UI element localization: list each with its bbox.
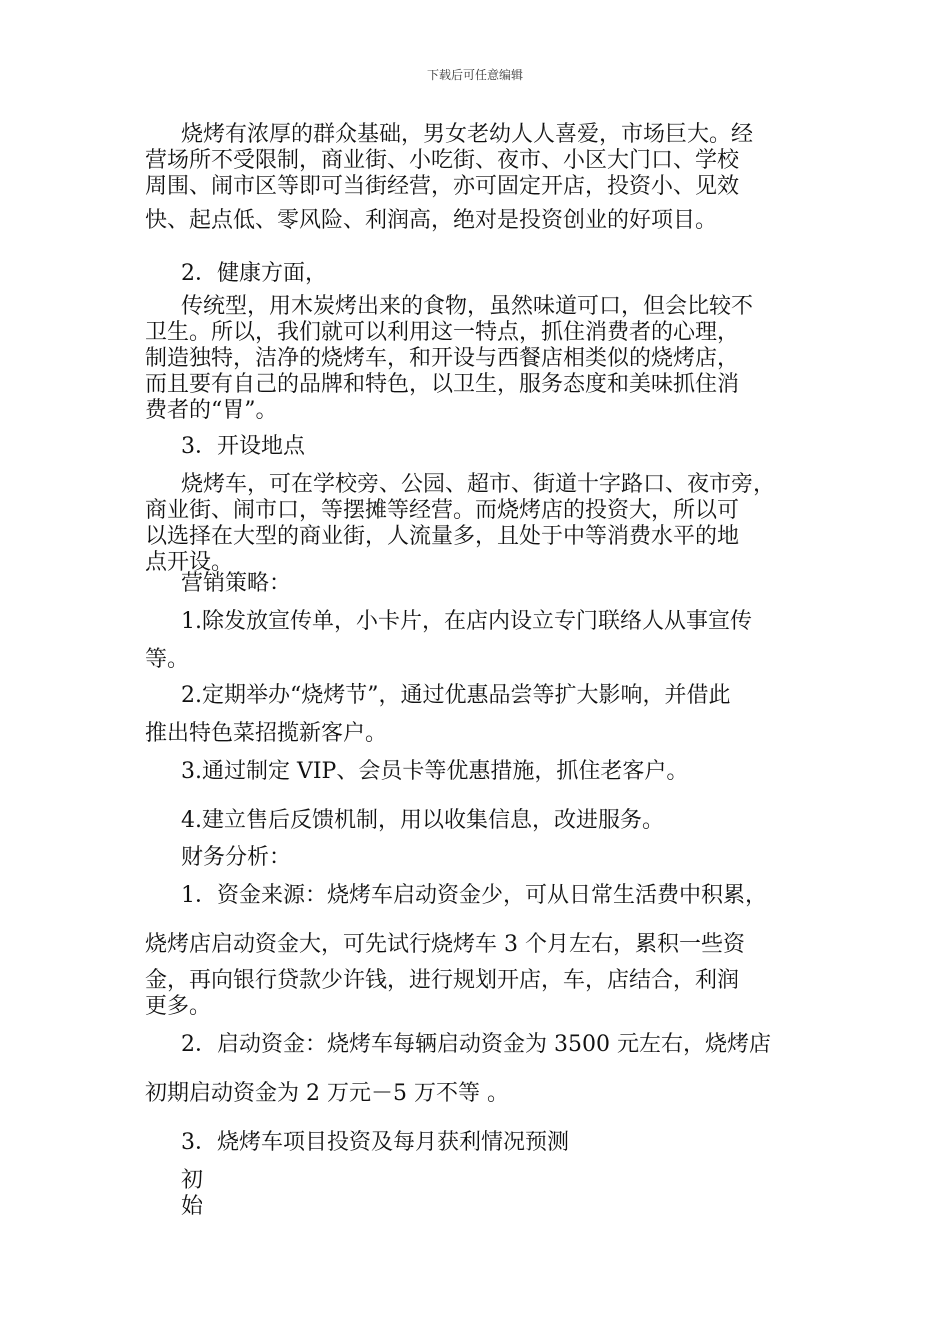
text-line: 1.除发放宣传单，小卡片，在店内设立专门联络人从事宣传 [181,609,752,634]
text-line: 营销策略： [181,571,292,596]
text-line: 4.建立售后反馈机制，用以收集信息，改进服务。 [181,808,664,833]
text-line: 初 [181,1168,204,1193]
text-line: 烧烤店启动资金大，可先试行烧烤车 3 个月左右，累积一些资 [145,932,745,957]
paragraph-funding-detail [145,932,825,1020]
text-line: 2．启动资金：烧烤车每辆启动资金为 3500 元左右，烧烤店 [181,1032,771,1057]
paragraph-marketing-1 [145,609,825,673]
text-line: 传统型，用木炭烤出来的食物，虽然味道可口，但会比较不 [181,294,754,319]
text-line: 商业街、闹市口，等摆摊等经营。而烧烤店的投资大，所以可 [145,498,740,523]
paragraph-marketing-3 [145,759,825,785]
paragraph-initial [145,1168,825,1220]
paragraph-marketing-2 [145,683,825,747]
text-line: 点开设。 [145,550,234,575]
text-line: 卫生。所以，我们就可以利用这一特点，抓住消费者的心理， [145,320,740,345]
text-line: 等。 [145,647,190,672]
text-line: 以选择在大型的商业街，人流量多，且处于中等消费水平的地 [145,524,740,549]
paragraph-marketing-4 [145,808,825,834]
paragraph-market [145,122,825,234]
paragraph-startup-capital [145,1032,825,1058]
heading-location [145,434,825,460]
text-line: 3．烧烤车项目投资及每月获利情况预测 [181,1130,569,1155]
text-line: 3.通过制定 VIP、会员卡等优惠措施，抓住老客户。 [181,759,689,784]
heading-marketing [145,571,825,597]
text-line: 费者的“胃”。 [145,398,278,423]
text-line: 营场所不受限制，商业街、小吃街、夜市、小区大门口、学校 [145,148,740,173]
text-line: 周围、闹市区等即可当街经营，亦可固定开店，投资小、见效 [145,174,740,199]
paragraph-startup-range [145,1081,825,1107]
page-header: 下载后可任意编辑 [426,68,523,82]
paragraph-health [145,294,825,424]
text-line: 2.定期举办“烧烤节”，通过优惠品尝等扩大影响，并借此 [181,683,731,708]
text-line: 制造独特，洁净的烧烤车，和开设与西餐店相类似的烧烤店， [145,346,740,371]
text-line: 快、起点低、零风险、利润高，绝对是投资创业的好项目。 [145,208,718,233]
text-line: 财务分析： [181,845,292,870]
paragraph-funding-source [145,883,825,909]
text-line: 金，再向银行贷款少许钱，进行规划开店，车，店结合，利润 [145,968,740,993]
text-line: 而且要有自己的品牌和特色，以卫生，服务态度和美味抓住消 [145,372,740,397]
text-line: 更多。 [145,994,212,1019]
heading-health [145,261,825,287]
text-line: 烧烤有浓厚的群众基础，男女老幼人人喜爱，市场巨大。经 [181,122,754,147]
text-line: 初期启动资金为 2 万元－5 万不等 。 [145,1081,509,1106]
text-line: 2．健康方面， [181,261,327,286]
text-line: 推出特色菜招揽新客户。 [145,721,388,746]
text-line: 始 [181,1194,204,1219]
text-line: 1．资金来源：烧烤车启动资金少，可从日常生活费中积累， [181,883,767,908]
text-line: 烧烤车，可在学校旁、公园、超市、街道十字路口、夜市旁， [181,472,776,497]
heading-forecast [145,1130,825,1156]
text-line: 3．开设地点 [181,434,305,459]
paragraph-location [145,472,825,576]
heading-finance [145,845,825,871]
